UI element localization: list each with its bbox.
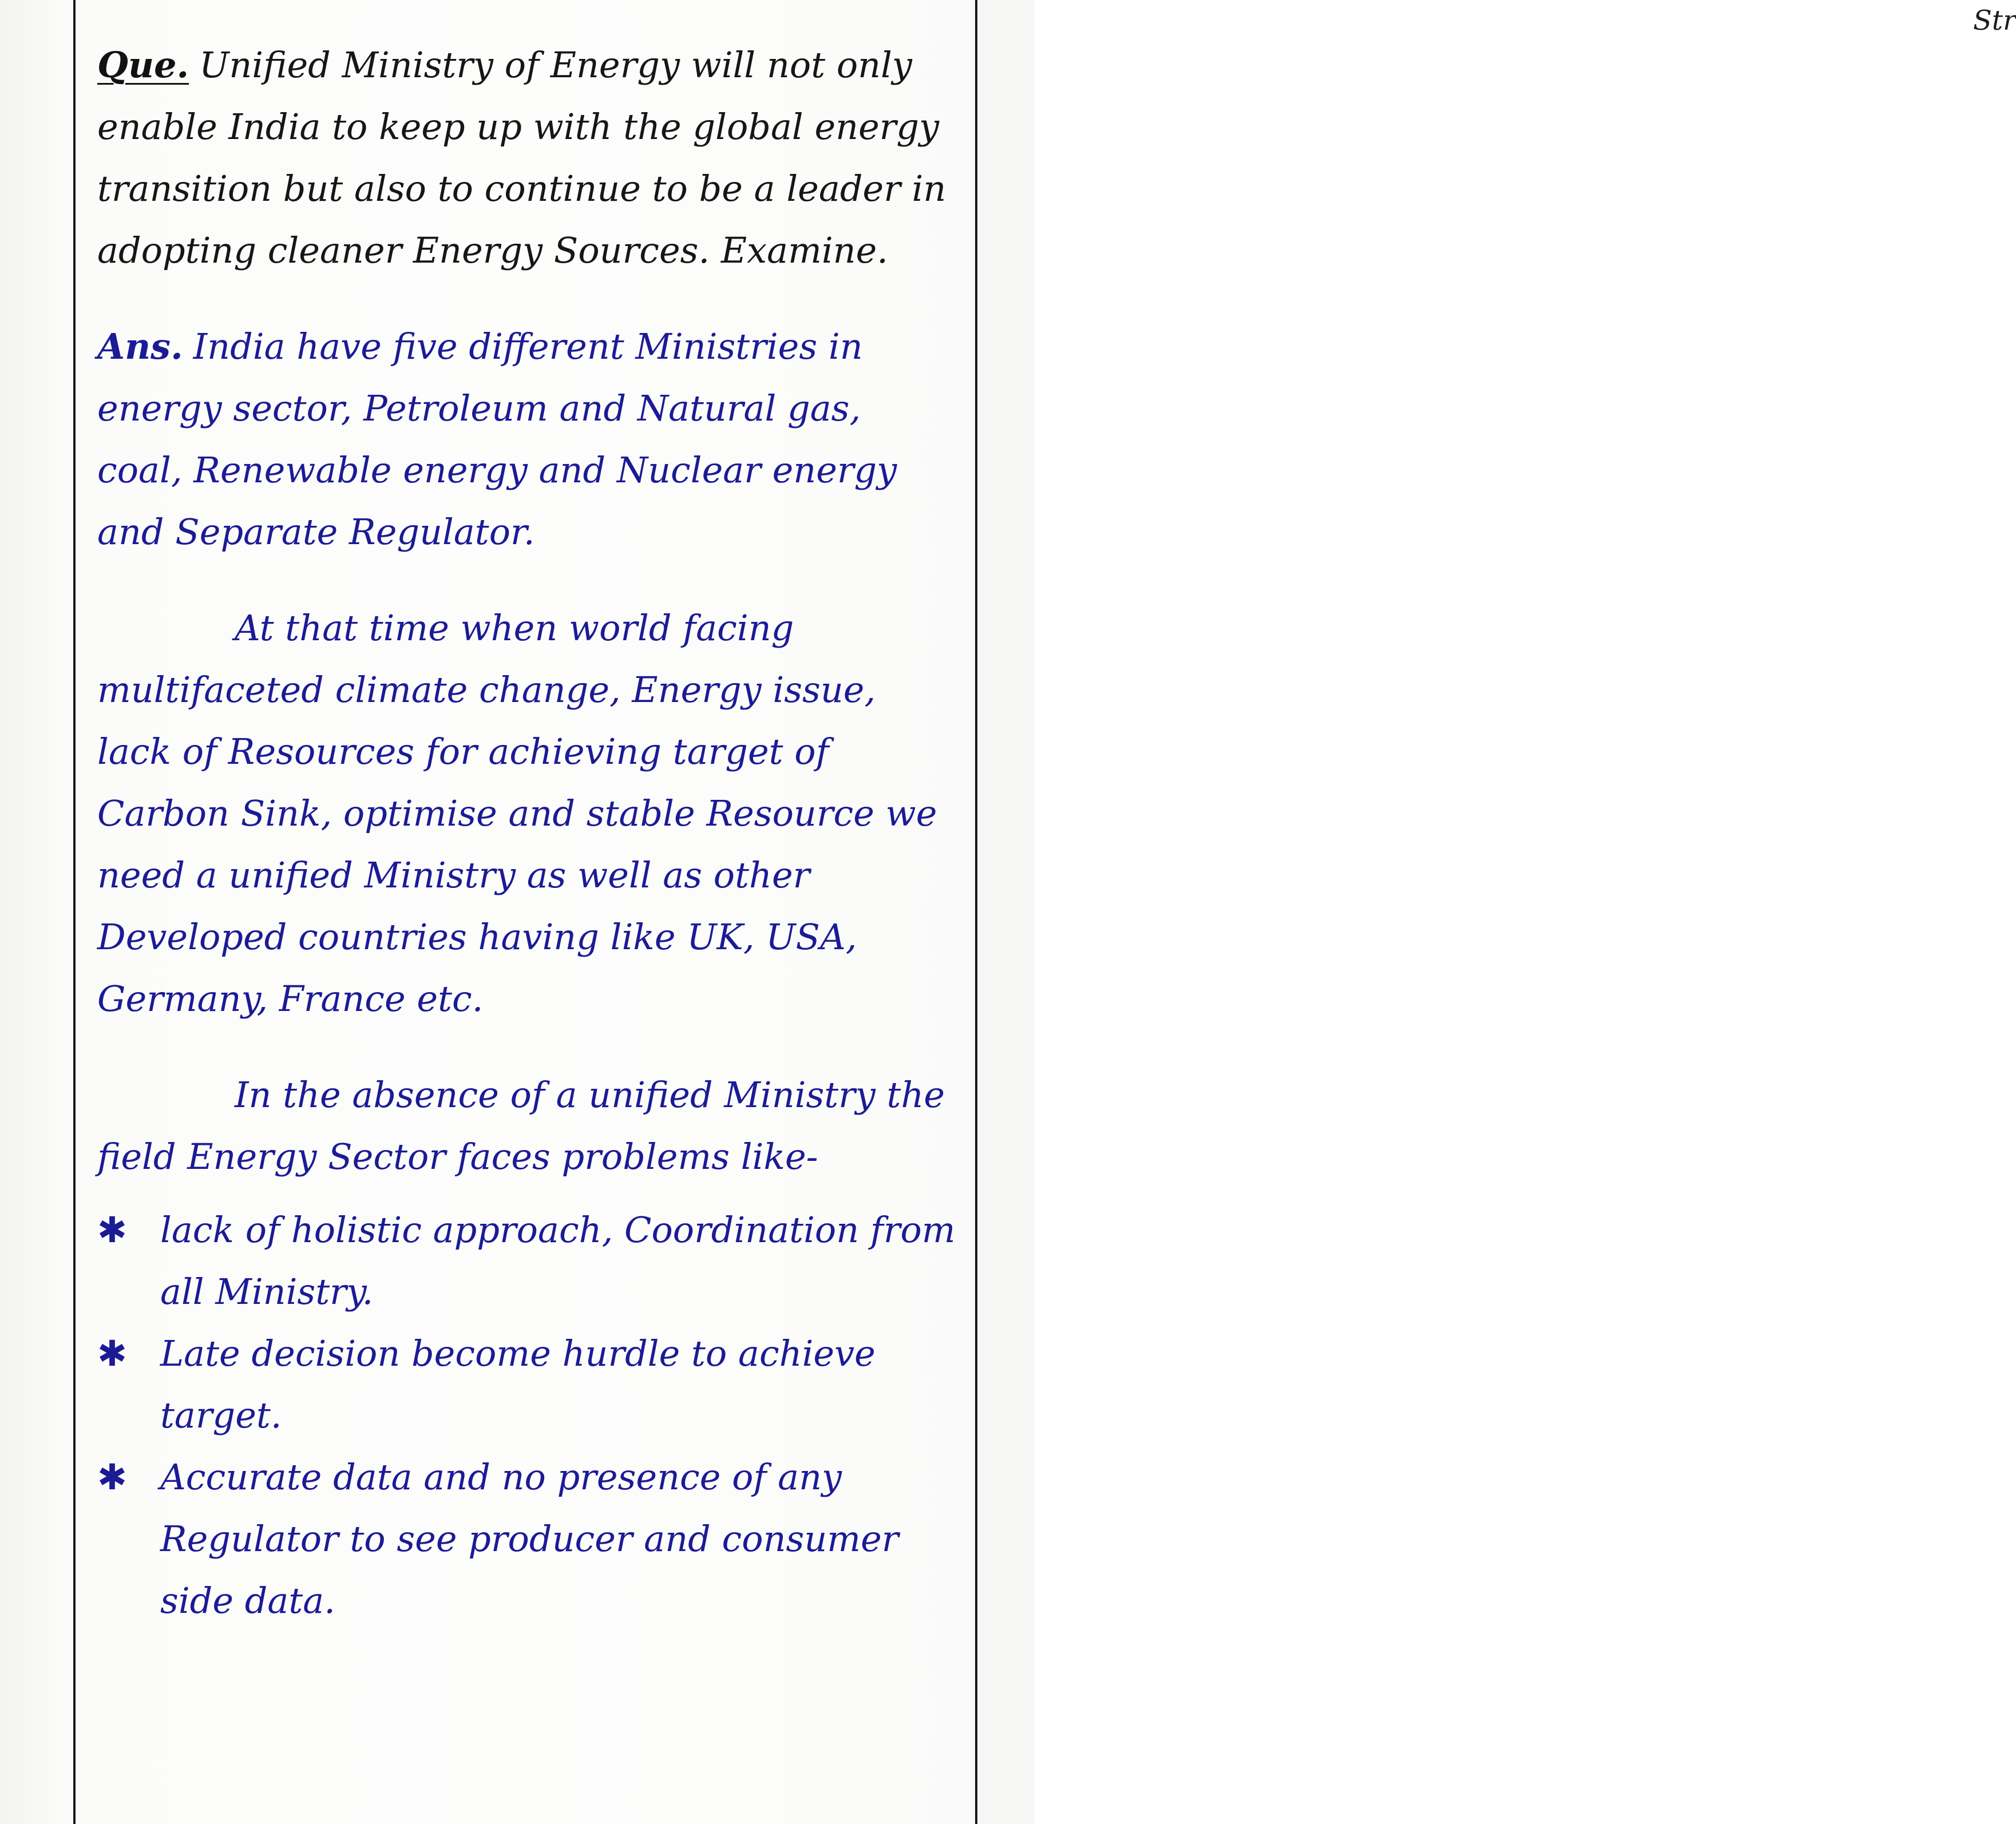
list-item-text: lack of holistic approach, Coordination from all Ministry. [160, 1209, 956, 1313]
list-item-text: Accurate data and no presence of any Regulator to see producer and consumer side data. [160, 1456, 899, 1621]
asterisk-bullet-icon: ✱ [97, 1456, 127, 1498]
answer-paragraph-2: At that time when world facing multifaceted climate change, Energy issue, lack of Resources for achieving target of Carbon Sink, optimise and stable Resource we need a unified Ministry as well as other Developed countries having like UK, USA, Germany, France etc. [97, 607, 937, 1020]
list-item [97, 1199, 956, 1323]
problem-list [97, 1199, 956, 1632]
left-margin-line [73, 0, 76, 1824]
adjacent-page-text: Str [1973, 5, 2016, 37]
answer-intro-text: India have five different Ministries in energy sector, Petroleum and Natural gas, coal, Renewable energy and Nuclear energy and Separate Regulator. [97, 326, 897, 553]
question-block [97, 34, 956, 281]
adjacent-page-strip [977, 0, 2016, 1824]
handwritten-answer [97, 34, 956, 1632]
list-item [97, 1446, 956, 1632]
question-label: Que. [97, 44, 189, 86]
asterisk-bullet-icon: ✱ [97, 1209, 127, 1251]
list-item [97, 1323, 956, 1446]
list-item-text: Late decision become hurdle to achieve target. [160, 1333, 876, 1436]
question-text: Unified Ministry of Energy will not only enable India to keep up with the global energy transition but also to continue to be a leader in adopting cleaner Energy Sources. Examine. [97, 44, 946, 271]
answer-paragraph-3: In the absence of a unified Ministry the field Energy Sector faces problems like- [97, 1074, 945, 1177]
answer-intro [97, 316, 956, 563]
asterisk-bullet-icon: ✱ [97, 1333, 127, 1374]
answer-label: Ans. [97, 326, 183, 367]
